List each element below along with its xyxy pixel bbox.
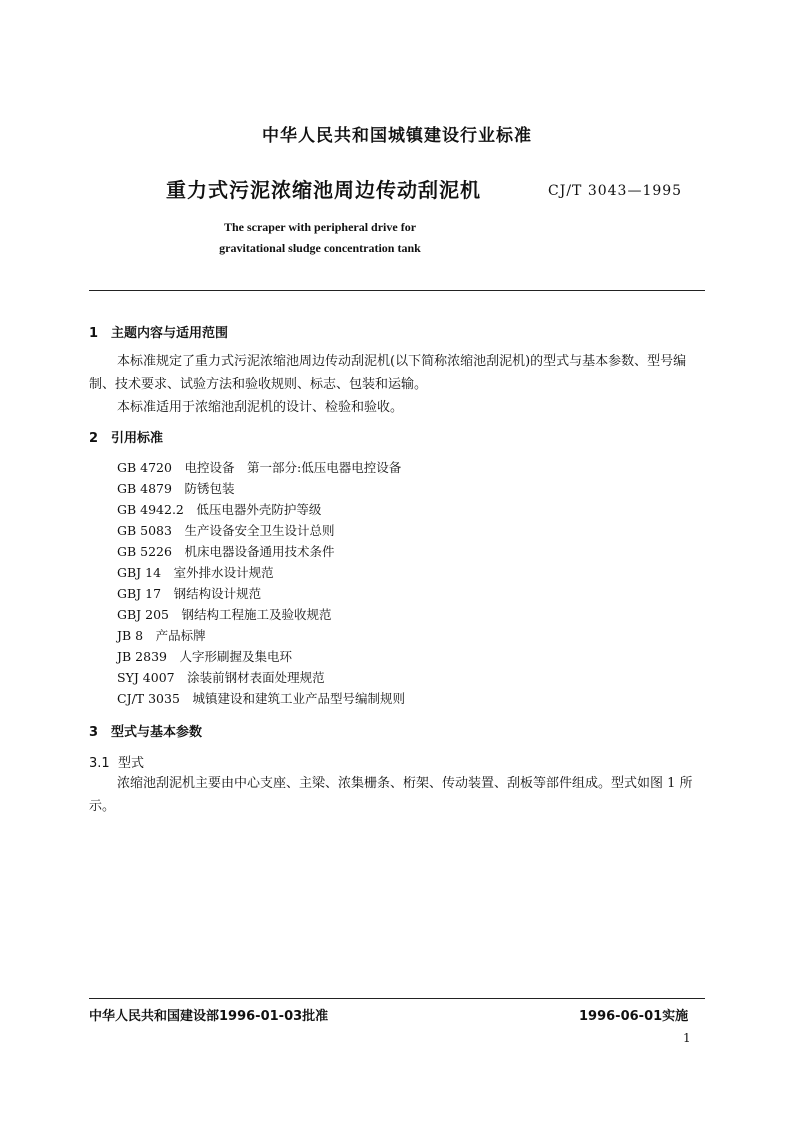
section-title: 引用标准 (111, 431, 164, 446)
english-title-line-2: gravitational sludge concentration tank (219, 241, 421, 255)
document-title: 重力式污泥浓缩池周边传动刮泥机 (166, 178, 481, 202)
section-title: 型式与基本参数 (111, 725, 203, 740)
reference-item (117, 584, 261, 602)
section-number: 2 (89, 431, 99, 446)
reference-name: 电控设备 第一部分:低压电器电控设备 (184, 460, 402, 475)
reference-item (117, 605, 332, 623)
reference-code: GB 5083 (117, 523, 172, 538)
reference-item (117, 479, 235, 497)
reference-code: GB 4720 (117, 460, 172, 475)
standard-category-header: 中华人民共和国城镇建设行业标准 (262, 126, 532, 146)
reference-name: 室外排水设计规范 (173, 565, 274, 580)
section-3-heading (89, 721, 202, 740)
reference-item (117, 626, 206, 644)
reference-item (117, 500, 321, 518)
subsection-title: 型式 (118, 756, 145, 771)
reference-name: 城镇建设和建筑工业产品型号编制规则 (192, 691, 405, 706)
section-2-heading (89, 427, 163, 446)
section-3-1-paragraph: 浓缩池刮泥机主要由中心支座、主梁、浓集栅条、桁架、传动装置、刮板等部件组成。型式如图 1 所示。 (89, 776, 693, 814)
reference-item (117, 458, 401, 476)
reference-code: CJ/T 3035 (117, 691, 180, 706)
section-1-heading (89, 322, 228, 341)
reference-code: JB 2839 (117, 649, 167, 664)
reference-code: JB 8 (117, 628, 144, 643)
subsection-3-1-heading (89, 752, 144, 771)
reference-name: 产品标牌 (155, 628, 206, 643)
subsection-number: 3.1 (89, 756, 110, 771)
reference-item (117, 647, 292, 665)
reference-name: 钢结构工程施工及验收规范 (181, 607, 332, 622)
approval-notice: 中华人民共和国建设部1996-01-03批准 (89, 1009, 329, 1024)
reference-code: GBJ 14 (117, 565, 162, 580)
reference-name: 防锈包装 (184, 481, 235, 496)
reference-name: 涂装前钢材表面处理规范 (187, 670, 325, 685)
header-divider (89, 290, 705, 291)
reference-name: 钢结构设计规范 (173, 586, 262, 601)
reference-code: GB 4942.2 (117, 502, 184, 517)
reference-item (117, 668, 325, 686)
page-number: 1 (683, 1031, 691, 1045)
effective-date: 1996-06-01实施 (579, 1009, 689, 1024)
reference-item (117, 521, 335, 539)
footer-divider (89, 998, 705, 999)
reference-code: GBJ 17 (117, 586, 162, 601)
section-1-paragraph-1: 本标准规定了重力式污泥浓缩池周边传动刮泥机(以下简称浓缩池刮泥机)的型式与基本参数、型号编制、技术要求、试验方法和验收规则、标志、包装和运输。 (89, 354, 687, 392)
reference-item (117, 563, 274, 581)
standard-code: CJ/T 3043—1995 (548, 183, 683, 199)
section-1-paragraph-2: 本标准适用于浓缩池刮泥机的设计、检验和验收。 (117, 400, 404, 415)
reference-item (117, 689, 405, 707)
english-title-line-1: The scraper with peripheral drive for (223, 220, 417, 234)
reference-code: GB 5226 (117, 544, 172, 559)
section-number: 1 (89, 326, 99, 341)
reference-code: GBJ 205 (117, 607, 170, 622)
reference-code: SYJ 4007 (117, 670, 175, 685)
reference-name: 低压电器外壳防护等级 (196, 502, 322, 517)
section-number: 3 (89, 725, 99, 740)
reference-item (117, 542, 335, 560)
reference-name: 机床电器设备通用技术条件 (184, 544, 335, 559)
section-title: 主题内容与适用范围 (111, 326, 229, 341)
reference-name: 人字形刷握及集电环 (179, 649, 293, 664)
reference-code: GB 4879 (117, 481, 172, 496)
reference-name: 生产设备安全卫生设计总则 (184, 523, 335, 538)
